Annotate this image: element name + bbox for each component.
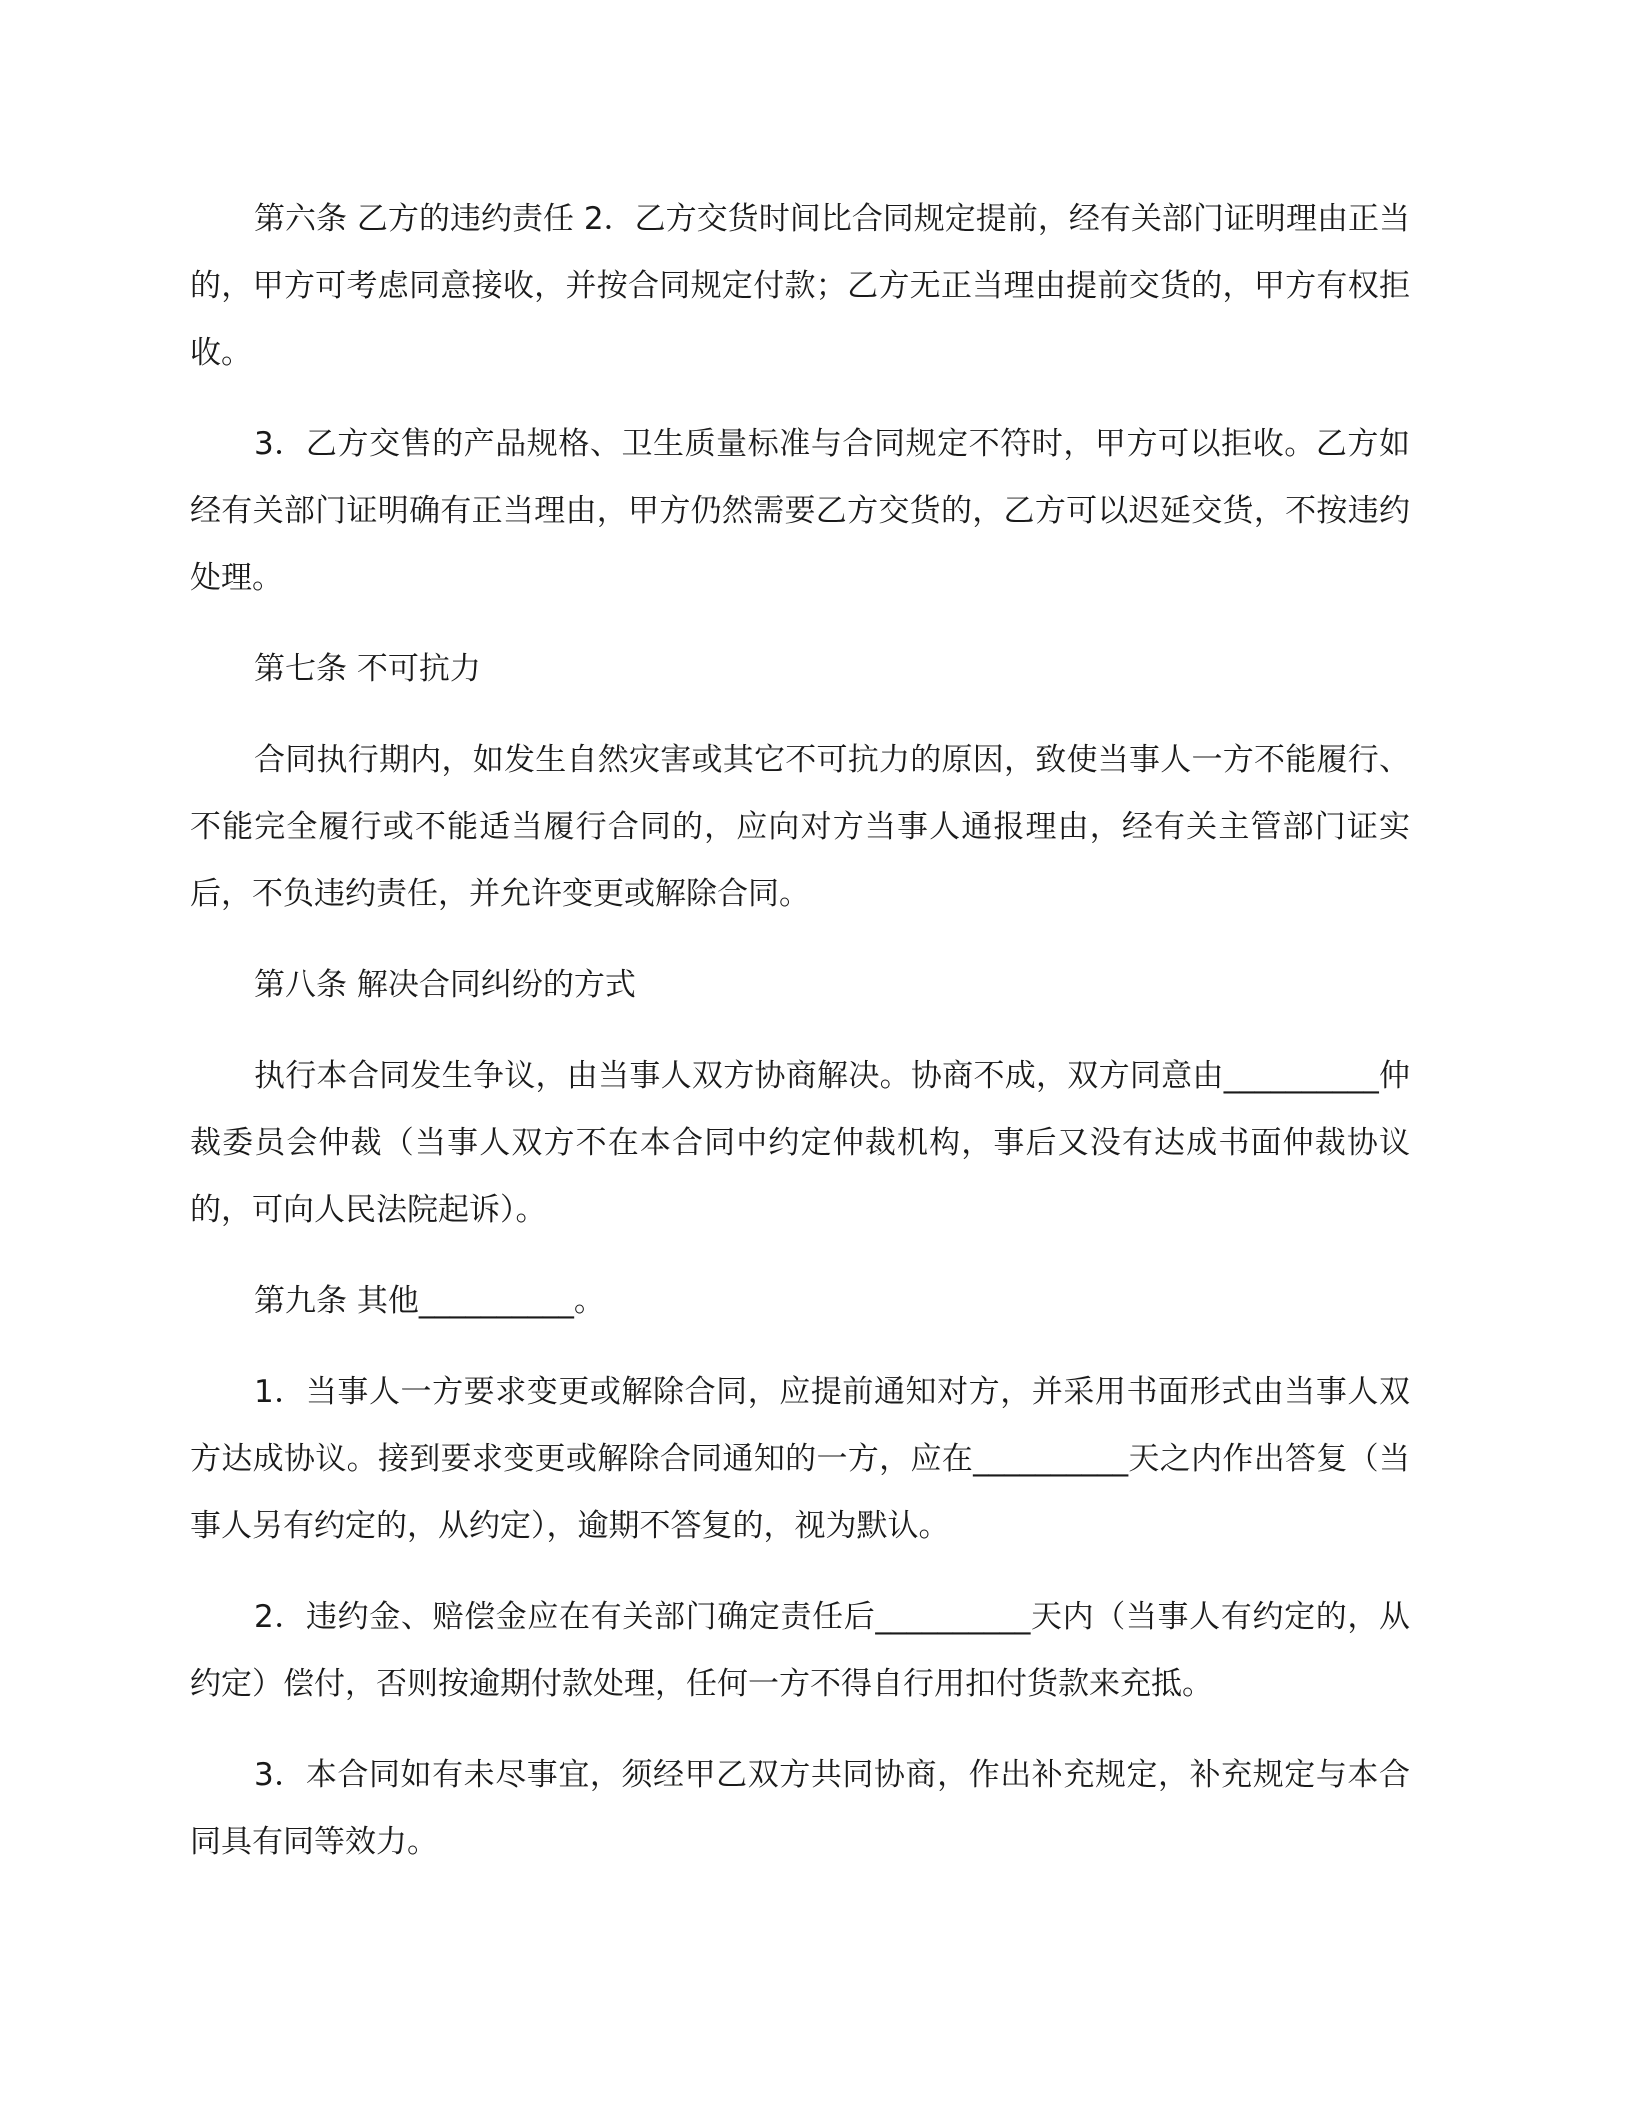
article-7-heading: 第七条 不可抗力 [254, 651, 481, 687]
article-8-heading: 第八条 解决合同纠纷的方式 [254, 967, 636, 1003]
clause-3-supplement-paragraph: 3．本合同如有未尽事宜，须经甲乙双方共同协商，作出补充规定，补充规定与本合同具有同等效力。 [190, 1757, 1410, 1860]
clause-2-penalty-paragraph: 2．违约金、赔偿金应在有关部门确定责任后__________天内（当事人有约定的，从约定）偿付，否则按逾期付款处理，任何一方不得自行用扣付货款来充抵。 [190, 1599, 1410, 1702]
article-9-heading: 第九条 其他__________。 [254, 1283, 605, 1319]
article-6-paragraph: 第六条 乙方的违约责任 2．乙方交货时间比合同规定提前，经有关部门证明理由正当的，甲方可考虑同意接收，并按合同规定付款；乙方无正当理由提前交货的，甲方有权拒收。 [190, 201, 1410, 371]
force-majeure-paragraph: 合同执行期内，如发生自然灾害或其它不可抗力的原因，致使当事人一方不能履行、不能完全履行或不能适当履行合同的，应向对方当事人通报理由，经有关主管部门证实后，不负违约责任，并允许变更或解除合同。 [190, 742, 1410, 912]
dispute-resolution-paragraph: 执行本合同发生争议，由当事人双方协商解决。协商不成，双方同意由__________仲裁委员会仲裁（当事人双方不在本合同中约定仲裁机构，事后又没有达成书面仲裁协议的，可向人民法院起诉）。 [190, 1058, 1410, 1228]
clause-1-modification-paragraph: 1．当事人一方要求变更或解除合同，应提前通知对方，并采用书面形式由当事人双方达成协议。接到要求变更或解除合同通知的一方，应在__________天之内作出答复（当事人另有约定的，从约定），逾期不答复的，视为默认。 [190, 1374, 1410, 1544]
clause-3-product-spec-paragraph: 3．乙方交售的产品规格、卫生质量标准与合同规定不符时，甲方可以拒收。乙方如经有关部门证明确有正当理由，甲方仍然需要乙方交货的，乙方可以迟延交货，不按违约处理。 [190, 426, 1410, 596]
